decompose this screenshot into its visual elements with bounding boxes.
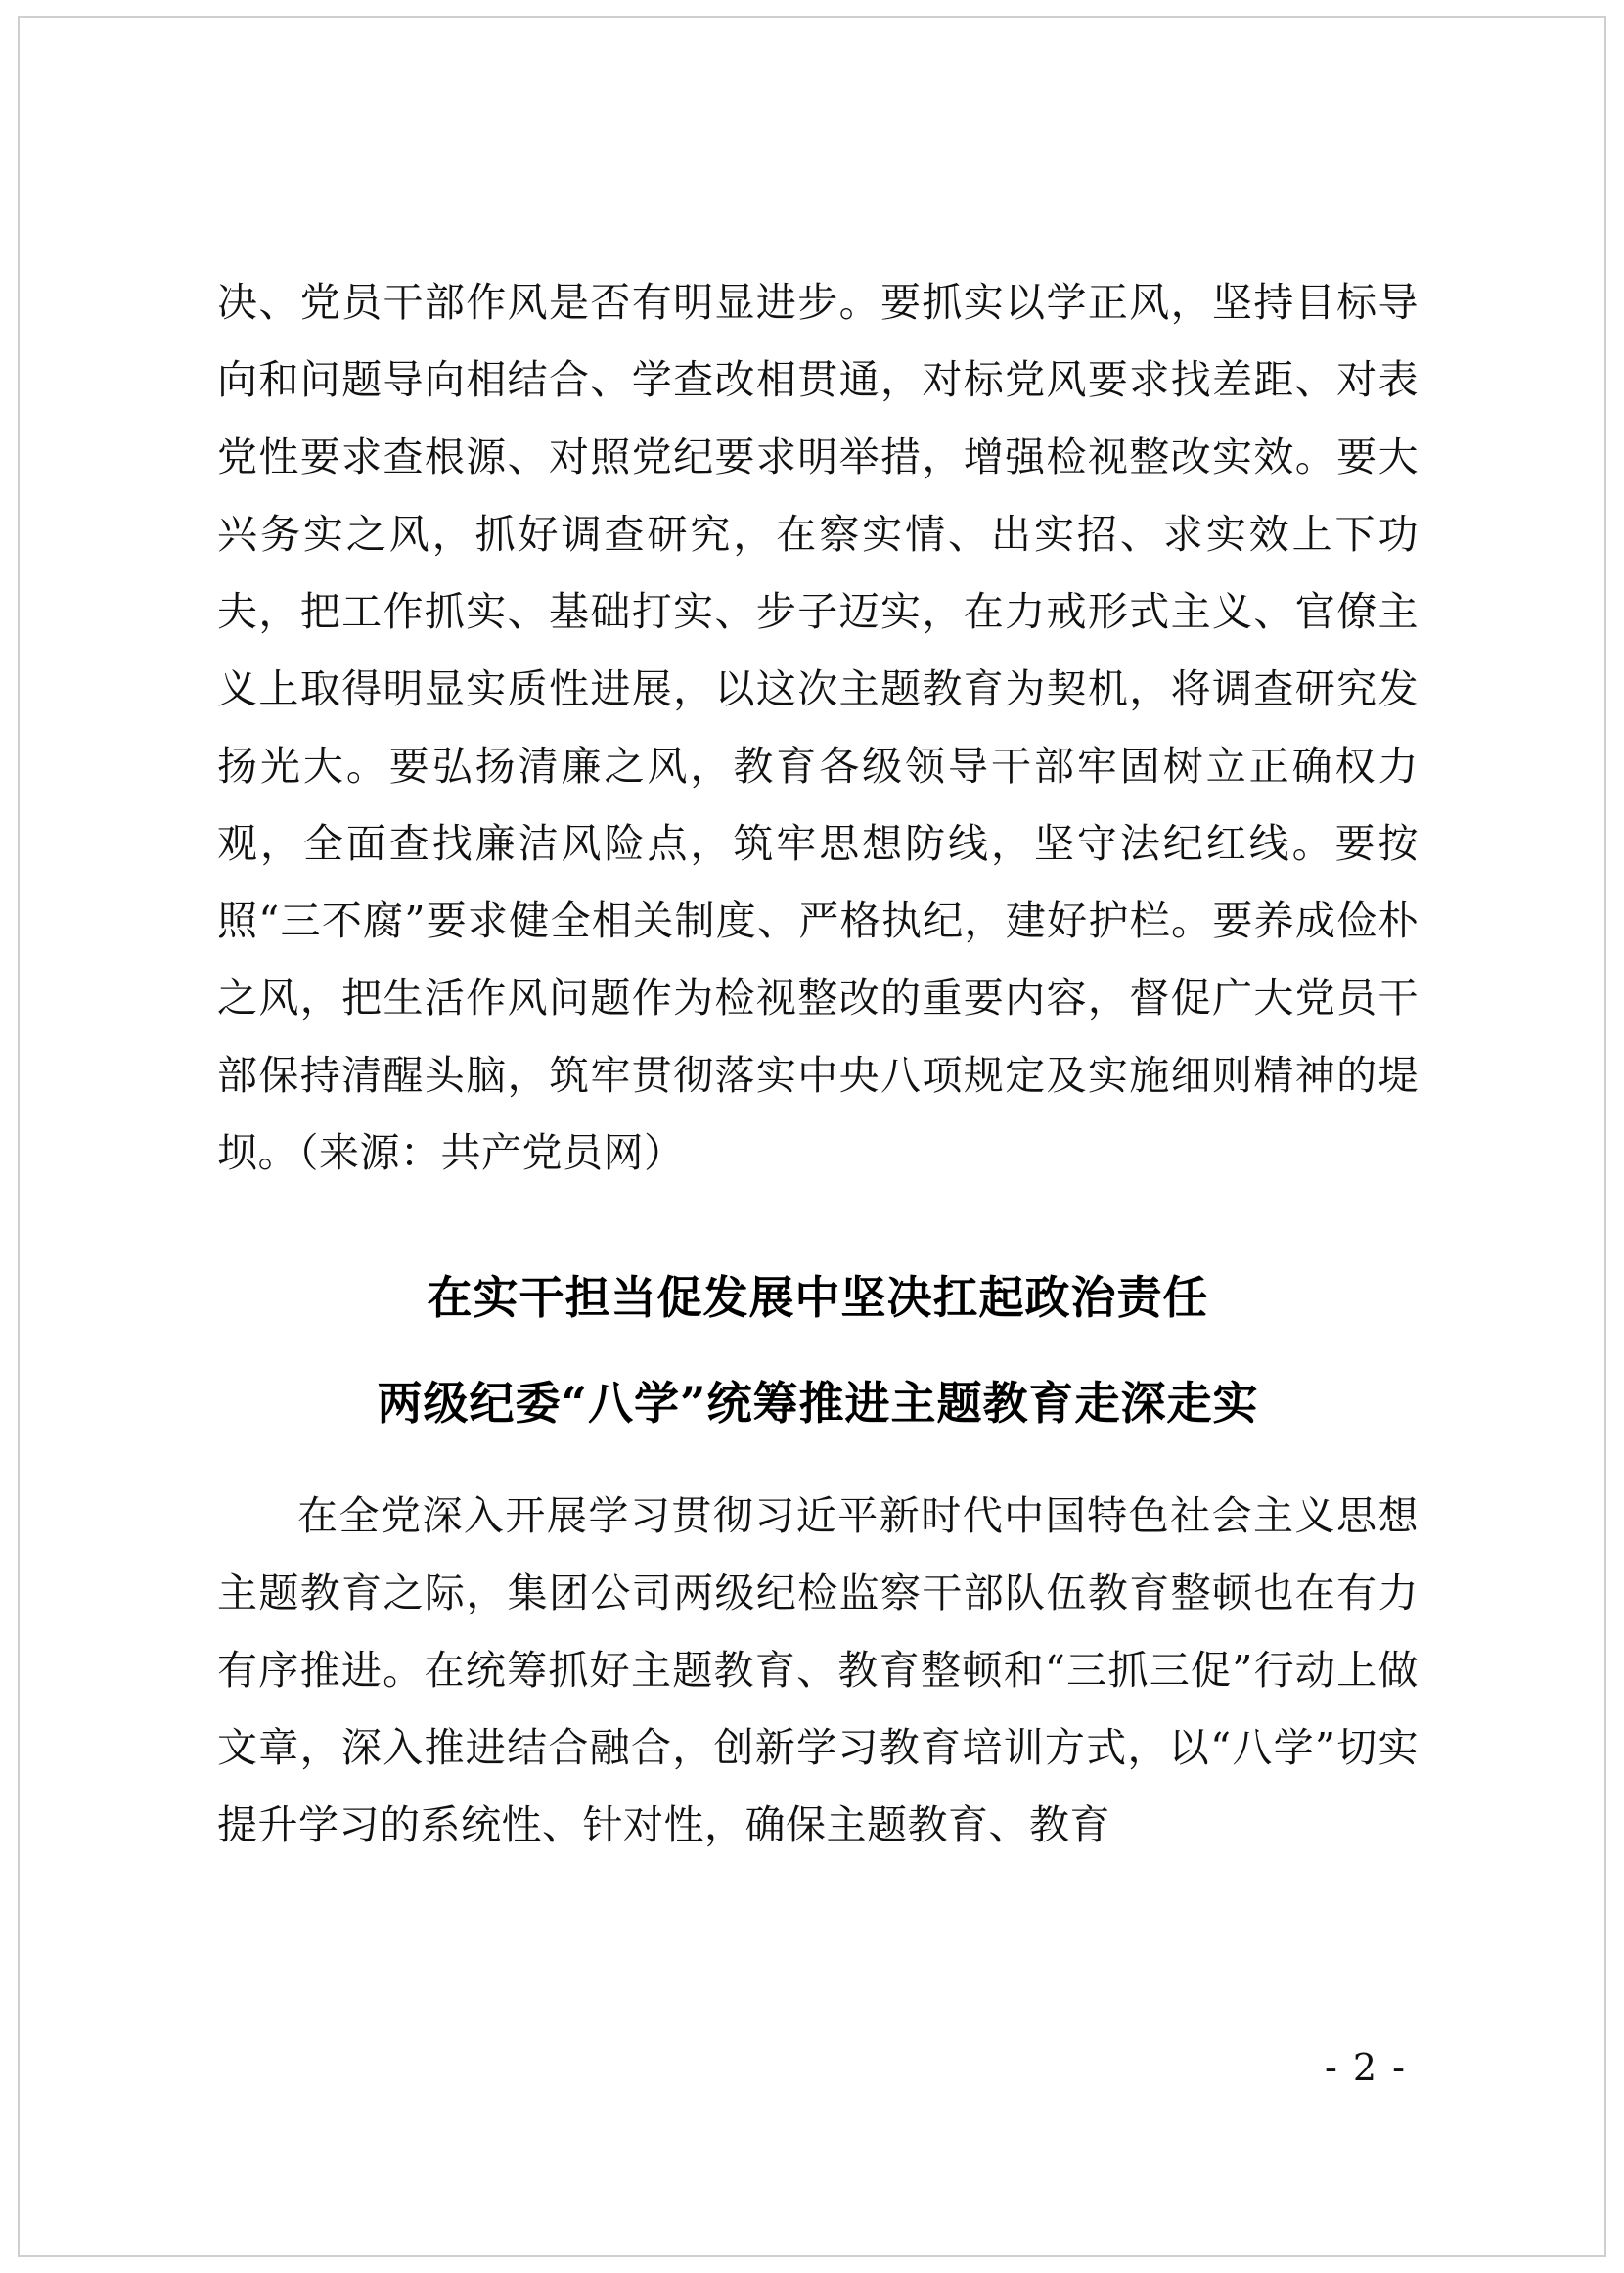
continued-paragraph: 决、党员干部作风是否有明显进步。要抓实以学正风，坚持目标导向和问题导向相结合、学查改相贯通，对标党风要求找差距、对表党性要求查根源、对照党纪要求明举措，增强检视整改实效。要大兴务实之风，抓好调查研究，在察实情、出实招、求实效上下功夫，把工作抓实、基础打实、步子迈实，在力戒形式主义、官僚主义上取得明显实质性进展，以这次主题教育为契机，将调查研究发扬光大。要弘扬清廉之风，教育各级领导干部牢固树立正确权力观，全面查找廉洁风险点，筑牢思想防线，坚守法纪红线。要按照“三不腐”要求健全相关制度、严格执纪，建好护栏。要养成俭朴之风，把生活作风问题作为检视整改的重要内容，督促广大党员干部保持清醒头脑，筑牢贯彻落实中央八项规定及实施细则精神的堤坝。（来源：共产党员网）	[217, 279, 1419, 1176]
page-border-top	[18, 16, 1606, 18]
page-border-bottom	[18, 2255, 1606, 2257]
article-heading-line-1: 在实干担当促发展中坚决扛起政治责任	[427, 1271, 1209, 1324]
page-border-right	[1604, 16, 1606, 2257]
page-number: - 2 -	[1324, 2046, 1407, 2089]
page-border-left	[18, 16, 20, 2257]
article-heading	[217, 1245, 1419, 1456]
article-paragraph: 在全党深入开展学习贯彻习近平新时代中国特色社会主义思想主题教育之际，集团公司两级纪检监察干部队伍教育整顿也在有力有序推进。在统筹抓好主题教育、教育整顿和“三抓三促”行动上做文章，深入推进结合融合，创新学习教育培训方式，以“八学”切实提升学习的系统性、针对性，确保主题教育、教育	[217, 1492, 1419, 1848]
article-heading-line-2: 两级纪委“八学”统筹推进主题教育走深走实	[377, 1377, 1259, 1430]
page-content	[217, 264, 1419, 1864]
